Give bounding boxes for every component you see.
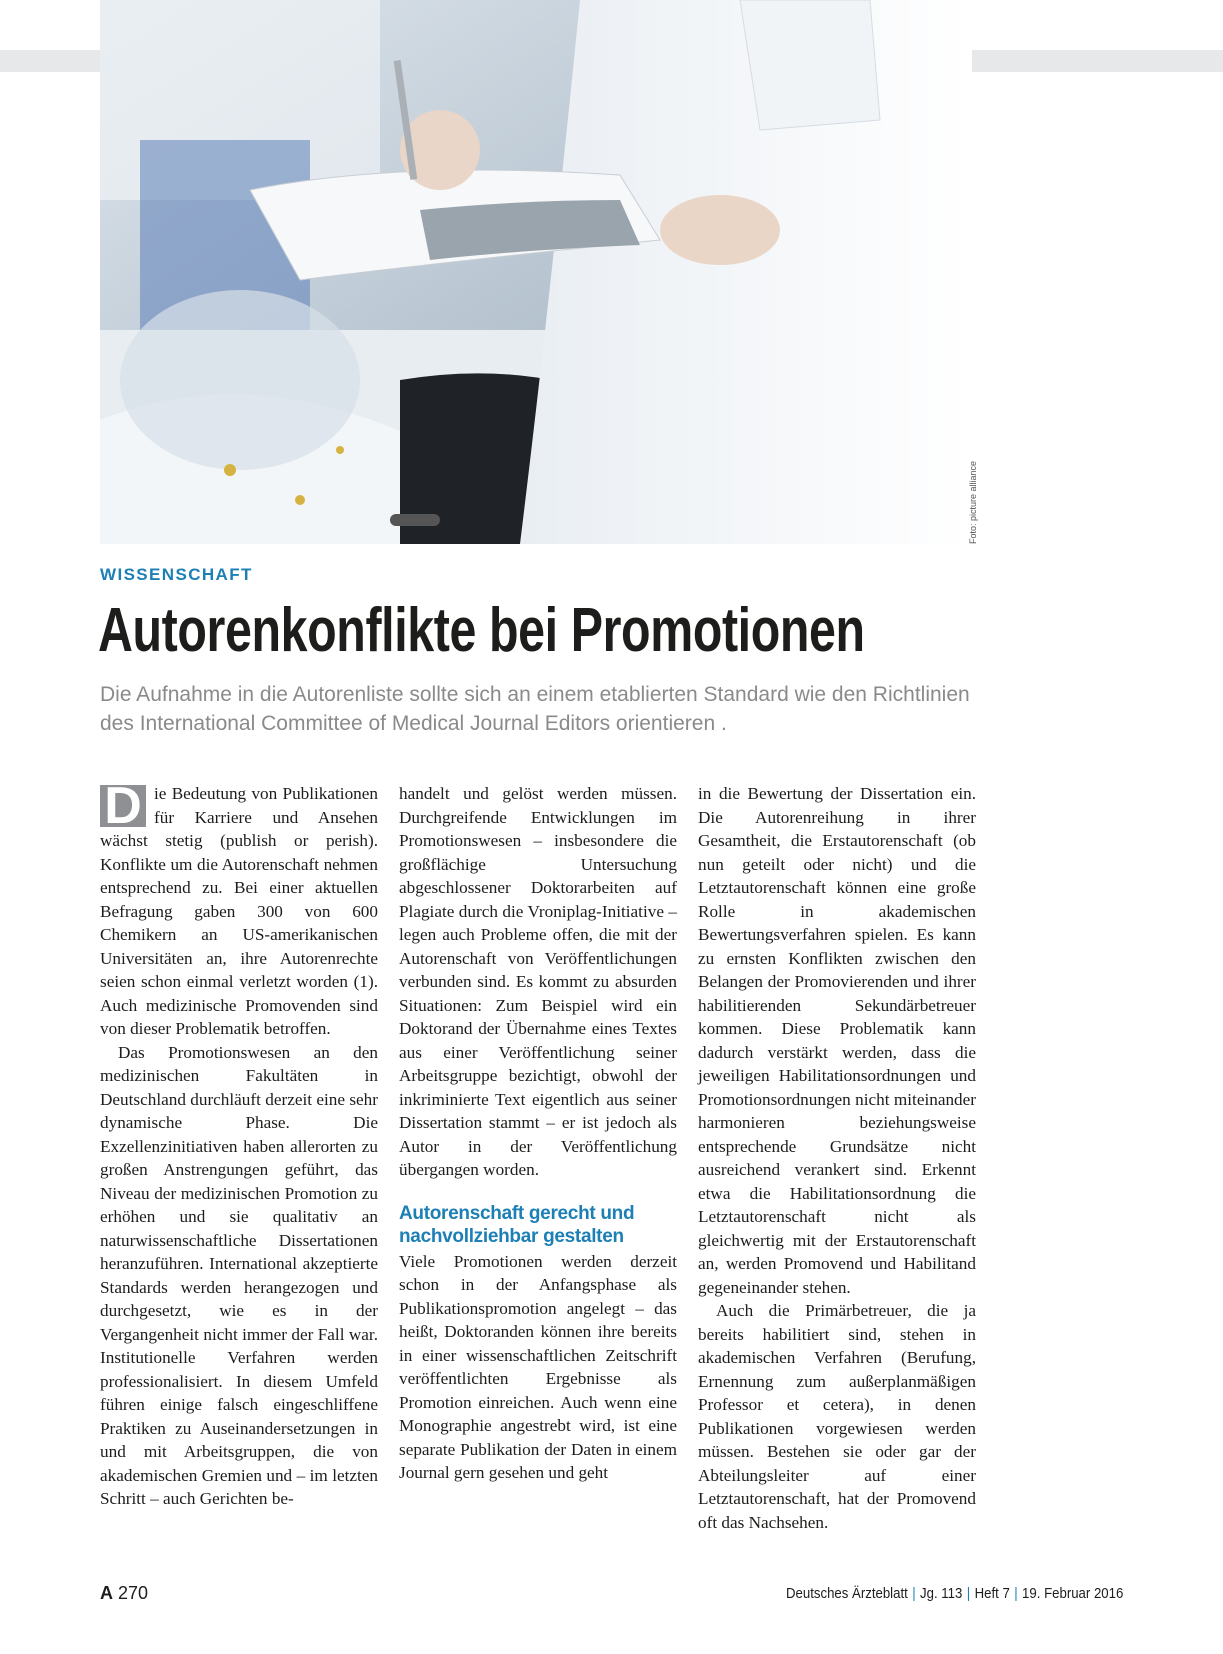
folio-number: 270 [118,1583,149,1603]
paragraph: handelt und gelöst werden müssen. Durchgreifende Entwicklungen im Promotionswesen – insbesondere die großflächige Untersuchung abgeschlossener Doktorarbeiten auf Plagiate durch die Vroniplag-Initiative – legen auch Probleme offen, die mit der Autorenschaft von Veröffentlichungen verbunden sind. Es kommt zu absurden Situationen: Zum Beispiel wird ein Doktorand der Übernahme eines Textes aus einer Veröffentlichung seiner Arbeitsgruppe bezichtigt, obwohl der inkriminierte Text eigentlich aus seiner Dissertation stammt – er ist jedoch als Autor in der Veröffentlichung übergangen worden. [399,784,677,1179]
volume: Jg. 113 [919,1585,963,1602]
separator: | [966,1585,970,1602]
text-column-3 [698,782,976,1534]
paragraph-text: ie Bedeutung von Publikationen für Karriere und Ansehen wächst stetig (publish or perish). Konflikte um die Autorenschaft nehmen entsprechend zu. Bei einer aktuellen Befragung gaben 300 von 600 Chemikern an US-amerikanischen Universitäten an, ihre Autorenrechte seien schon einmal verletzt worden (1). Auch medizinische Promovenden sind von dieser Problematik betroffen. [100,784,378,1038]
paragraph: in die Bewertung der Dissertation ein. Die Autorenreihung in ihrer Gesamtheit, die Erstautorenschaft (ob nun geteilt oder nicht) und die Letztautorenschaft können eine große Rolle in akademischen Bewertungsverfahren spielen. Es kann zu ernsten Konflikten zwischen den Belangen der Promovierenden und ihrer habilitierenden Sekundärbetreuer kommen. Diese Problematik kann dadurch verstärkt werden, dass die jeweiligen Habilitationsordnungen und Promotionsordnungen nicht miteinander harmonieren beziehungsweise entsprechende Grundsätze nicht ausreichend verankert sind. Erkennt etwa die Habilitationsordnung die Letztautorenschaft nicht als gleichwertig mit der Erstautorenschaft an, werden Promovend und Habilitand gegeneinander stehen. [698,784,976,1297]
text-column-1 [100,782,378,1511]
separator: | [1013,1585,1018,1602]
lab-photo [100,0,972,544]
paragraph: Viele Promotionen werden derzeit schon in der Anfangsphase als Publikationspromotion angelegt – das heißt, Doktoranden können ihre bereits in einer wissenschaftlichen Zeitschrift veröffentlichten Ergebnisse als Promotion einreichen. Auch wenn eine Monographie angestrebt wird, ist eine separate Publikation der Daten in einem Journal gern gesehen und geht [399,1251,677,1482]
drop-cap: D [100,785,146,827]
paragraph: Auch die Primärbetreuer, die ja bereits habilitiert sind, stehen in akademischen Verfahren (Berufung, Ernennung zum außerplanmäßigen Professor et cetera), in denen Publikationen vorgewiesen werden müssen. Bestehen sie oder gar der Abteilungsleiter auf einer Letztautorenschaft, hat der Promovend oft das Nachsehen. [698,1301,976,1532]
journal-name: Deutsches Ärzteblatt [785,1585,908,1602]
paragraph [100,782,378,1041]
photo-credit: Foto: picture alliance [968,460,978,544]
paragraph: Das Promotionswesen an den medizinischen Fakultäten in Deutschland durchläuft derzeit eine sehr dynamische Phase. Die Exzellenzinitiativen haben allerorten zu großen Anstrengungen geführt, das Niveau der medizinischen Promotion zu erhöhen und sie qualitativ an naturwissenschaftliche Dissertationen heranzuführen. International akzeptierte Standards werden herangezogen und durchgesetzt, wie es in der Vergangenheit nicht immer der Fall war. Institutionelle Verfahren werden professionalisiert. In diesem Umfeld führen einige falsch eingeschliffene Praktiken zu Auseinandersetzungen in und mit Arbeitsgruppen, die von akademischen Gremien und – im letzten Schritt – auch Gerichten be- [100,1042,378,1508]
subheading: Autorenschaft gerecht und nachvollziehbar gestalten [399,1202,635,1247]
text-column-2 [399,782,677,1485]
journal-footer [786,1585,1123,1602]
section-rubric: WISSENSCHAFT [100,565,253,584]
issue-date: 19. Februar 2016 [1021,1585,1123,1602]
separator: | [911,1585,916,1602]
issue: Heft 7 [974,1585,1010,1602]
page-number [100,1583,148,1604]
article-lead: Die Aufnahme in die Autorenliste sollte sich an einem etablierten Standard wie den Richtlinien des International Committee of Medical Journal Editors orientieren . [100,683,970,735]
article-title: Autorenkonflikte bei Promotionen [98,596,865,665]
folio-letter: A [100,1583,113,1603]
